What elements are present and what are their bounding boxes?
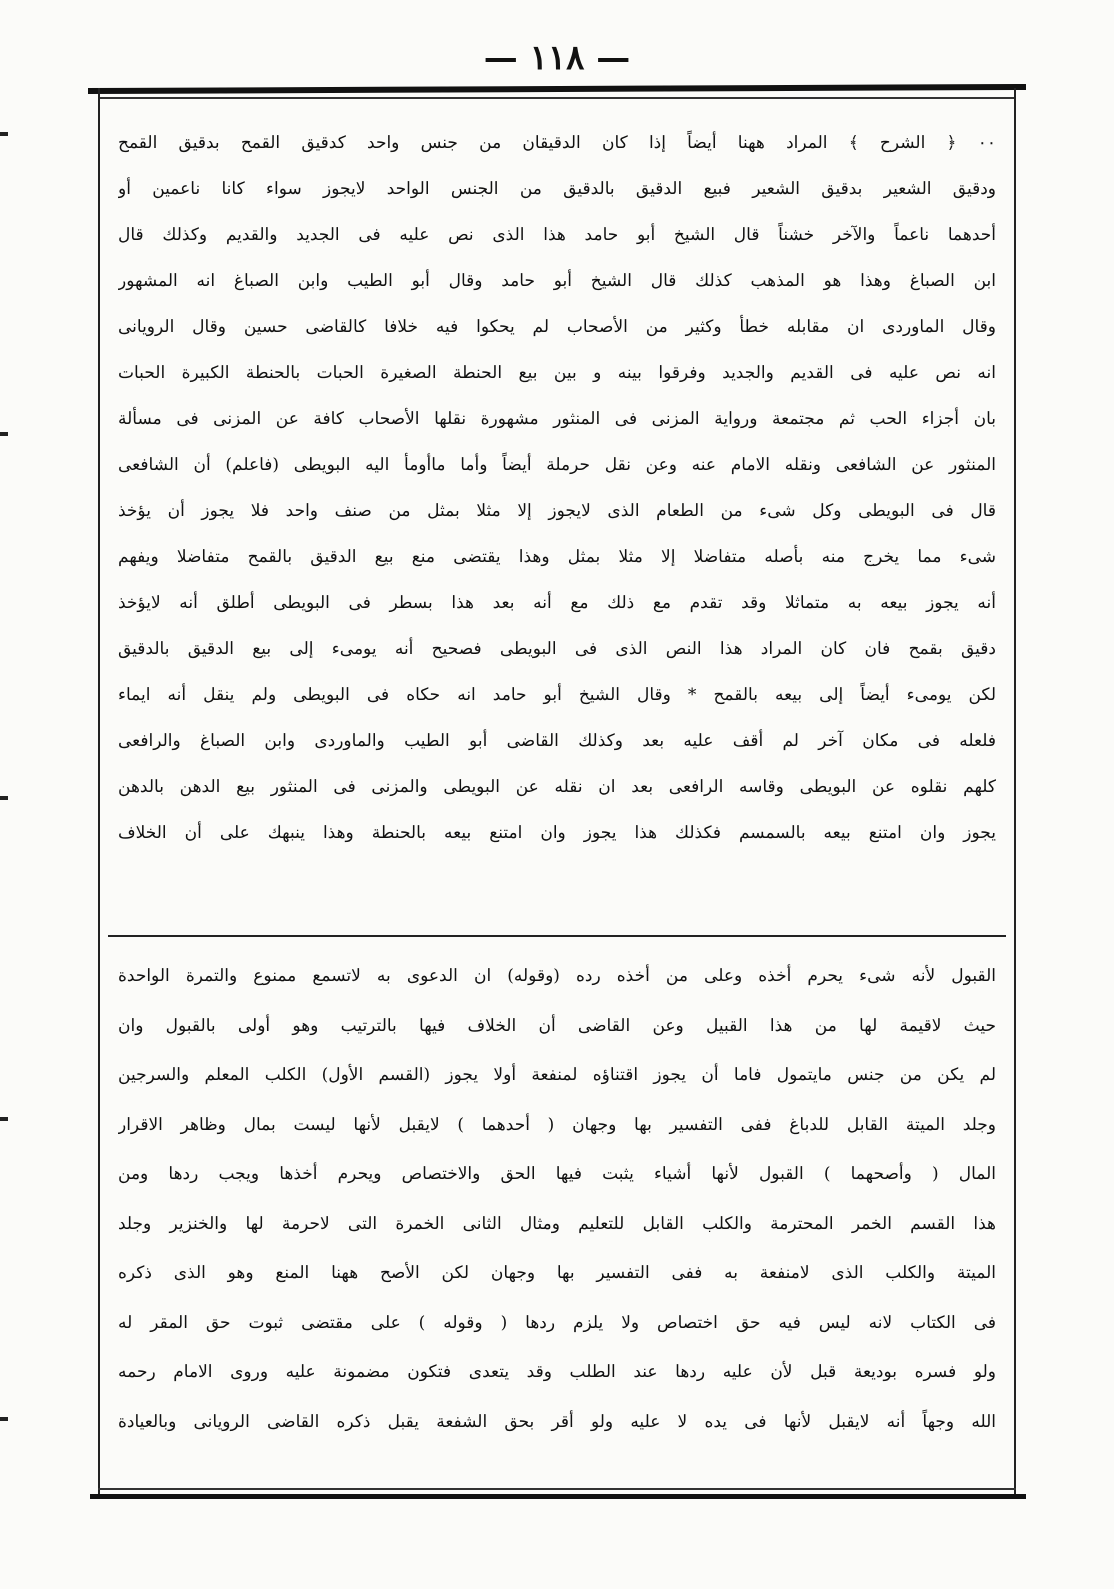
section-divider xyxy=(108,935,1006,937)
margin-mark xyxy=(0,432,8,436)
commentary-line: لكن يومىء أيضاً إلى بيعه بالقمح * وقال الشيخ أبو حامد انه حكاه فى البويطى ولم ينقل أنه ايماء xyxy=(118,685,996,705)
commentary-line: أنه يجوز بيعه به متماثلا وقد تقدم مع ذلك مع أنه بعد هذا بسطر فى البويطى أطلق أنه لايؤخذ xyxy=(118,593,996,613)
notes-line: لم يكن من جنس مايتمول فاما أن يجوز اقتناؤه لمنفعة أولا يجوز (القسم الأول) الكلب المعلم والسرجين xyxy=(118,1065,996,1085)
commentary-line: بان أجزاء الحب ثم مجتمعة ورواية المزنى فى المنثور مشهورة نقلها الأصحاب كافة عن المزنى فى مسألة xyxy=(118,409,996,429)
commentary-line: المنثور عن الشافعى ونقله الامام عنه وعن نقل حرملة أيضاً وأما ماأومأ اليه البويطى (فاعلم) أن الشافعى xyxy=(118,455,996,475)
notes-line: ولو فسره بوديعة قبل لأن عليه ردها عند الطلب وقد يتعدى فتكون مضمونة عليه وروى الامام رحمه xyxy=(118,1362,996,1382)
notes-line: الله وجهاً أنه لايقبل لأنها فى يده لا عليه ولو أقر بحق الشفعة يقبل ذكره القاضى الرويانى وبالعيادة xyxy=(118,1411,996,1432)
commentary-line: انه نص عليه فى القديم والجديد وفرقوا بينه و بين بيع الحنطة الصغيرة الحبات بالحنطة الكبيرة الحبات xyxy=(118,363,996,383)
commentary-line: أحدهما ناعماً والآخر خشناً قال الشيخ أبو حامد هذا الذى نص عليه فى الجديد والقديم وكذلك قال xyxy=(118,225,996,245)
notes-line: القبول لأنه شىء يحرم أخذه وعلى من أخذه رده (وقوله) ان الدعوى به لاتسمع ممنوع والتمرة الواحدة xyxy=(118,966,996,986)
commentary-line: قال فى البويطى وكل شىء من الطعام الذى لايجوز إلا مثلا بمثل من صنف واحد فلا يجوز أن يؤخذ xyxy=(118,501,996,521)
notes-line: حيث لاقيمة لها من هذا القبيل وعن القاضى أن الخلاف فيها بالترتيب وهو أولى بالقبول وان xyxy=(118,1015,996,1036)
margin-mark xyxy=(0,1417,8,1421)
margin-mark xyxy=(0,796,8,800)
margin-mark xyxy=(0,1117,8,1121)
commentary-line: يجوز وان امتنع بيعه بالسمسم فكذلك هذا يجوز وان امتنع بيعه بالحنطة وهذا ينبهك على أن الخلاف xyxy=(118,823,996,843)
commentary-line: كلهم نقلوه عن البويطى وقاسه الرافعى بعد ان نقله عن البويطى والمزنى فى المنثور بيع الدهن بالدهن xyxy=(118,777,996,797)
commentary-text xyxy=(118,120,996,856)
notes-line: وجلد الميتة القابل للدباغ ففى التفسير بها وجهان ( أحدهما ) لايقبل لأنها ليست بمال وظاهر الاقرار xyxy=(118,1114,996,1135)
commentary-line: فلعله فى مكان آخر لم أقف عليه بعد وكذلك القاضى أبو الطيب والماوردى وابن الصباغ والرافعى xyxy=(118,731,996,751)
commentary-line: وقال الماوردى ان مقابله خطأ وكثير من الأصحاب لم يحكوا فيه خلافا كالقاضى حسين وقال الرويانى xyxy=(118,317,996,337)
notes-line: المال ( وأصحهما ) القبول لأنها أشياء يثبت فيها الحق والاختصاص ويحرم أخذها ويجب ردها ومن xyxy=(118,1164,996,1184)
margin-mark xyxy=(0,132,8,136)
notes-line: الميتة والكلب الذى لامنفعة به ففى التفسير بها وجهان لكن الأصح ههنا المنع وهو الذى ذكره xyxy=(118,1263,996,1283)
commentary-line: دقيق بقمح فان كان المراد هذا النص الذى فى البويطى فصحيح أنه يومىء إلى بيع الدقيق بالدقيق xyxy=(118,639,996,659)
commentary-line: شىء مما يخرج منه بأصله متفاضلا إلا مثلا بمثل وهذا يقتضى منع بيع الدقيق بالقمح متفاضلا ويفهم xyxy=(118,547,996,567)
notes-line: هذا القسم الخمر المحترمة والكلب القابل للتعليم ومثال الثانى الخمرة التى لاحرمة لها والخنزير وجلد xyxy=(118,1213,996,1234)
bottom-rule xyxy=(90,1494,1026,1499)
commentary-line: ودقيق الشعير بدقيق الشعير فبيع الدقيق بالدقيق من الجنس الواحد لايجوز سواء كانا ناعمين أو xyxy=(118,179,996,199)
page-number: — ١١٨ — xyxy=(483,38,631,78)
commentary-line: ٠٠ ﴿ الشرح ﴾ المراد ههنا أيضاً إذا كان الدقيقان من جنس واحد كدقيق القمح بدقيق القمح xyxy=(118,133,996,153)
notes-text xyxy=(118,952,996,1447)
commentary-line: ابن الصباغ وهذا هو المذهب كذلك قال الشيخ أبو حامد وقال أبو الطيب وابن الصباغ انه المشهور xyxy=(118,271,996,291)
notes-line: فى الكتاب لانه ليس فيه حق اختصاص ولا يلزم ردها ( وقوله ) على مقتضى ثبوت حق المقر له xyxy=(118,1312,996,1333)
bottom-rule-thin xyxy=(98,1488,1016,1490)
